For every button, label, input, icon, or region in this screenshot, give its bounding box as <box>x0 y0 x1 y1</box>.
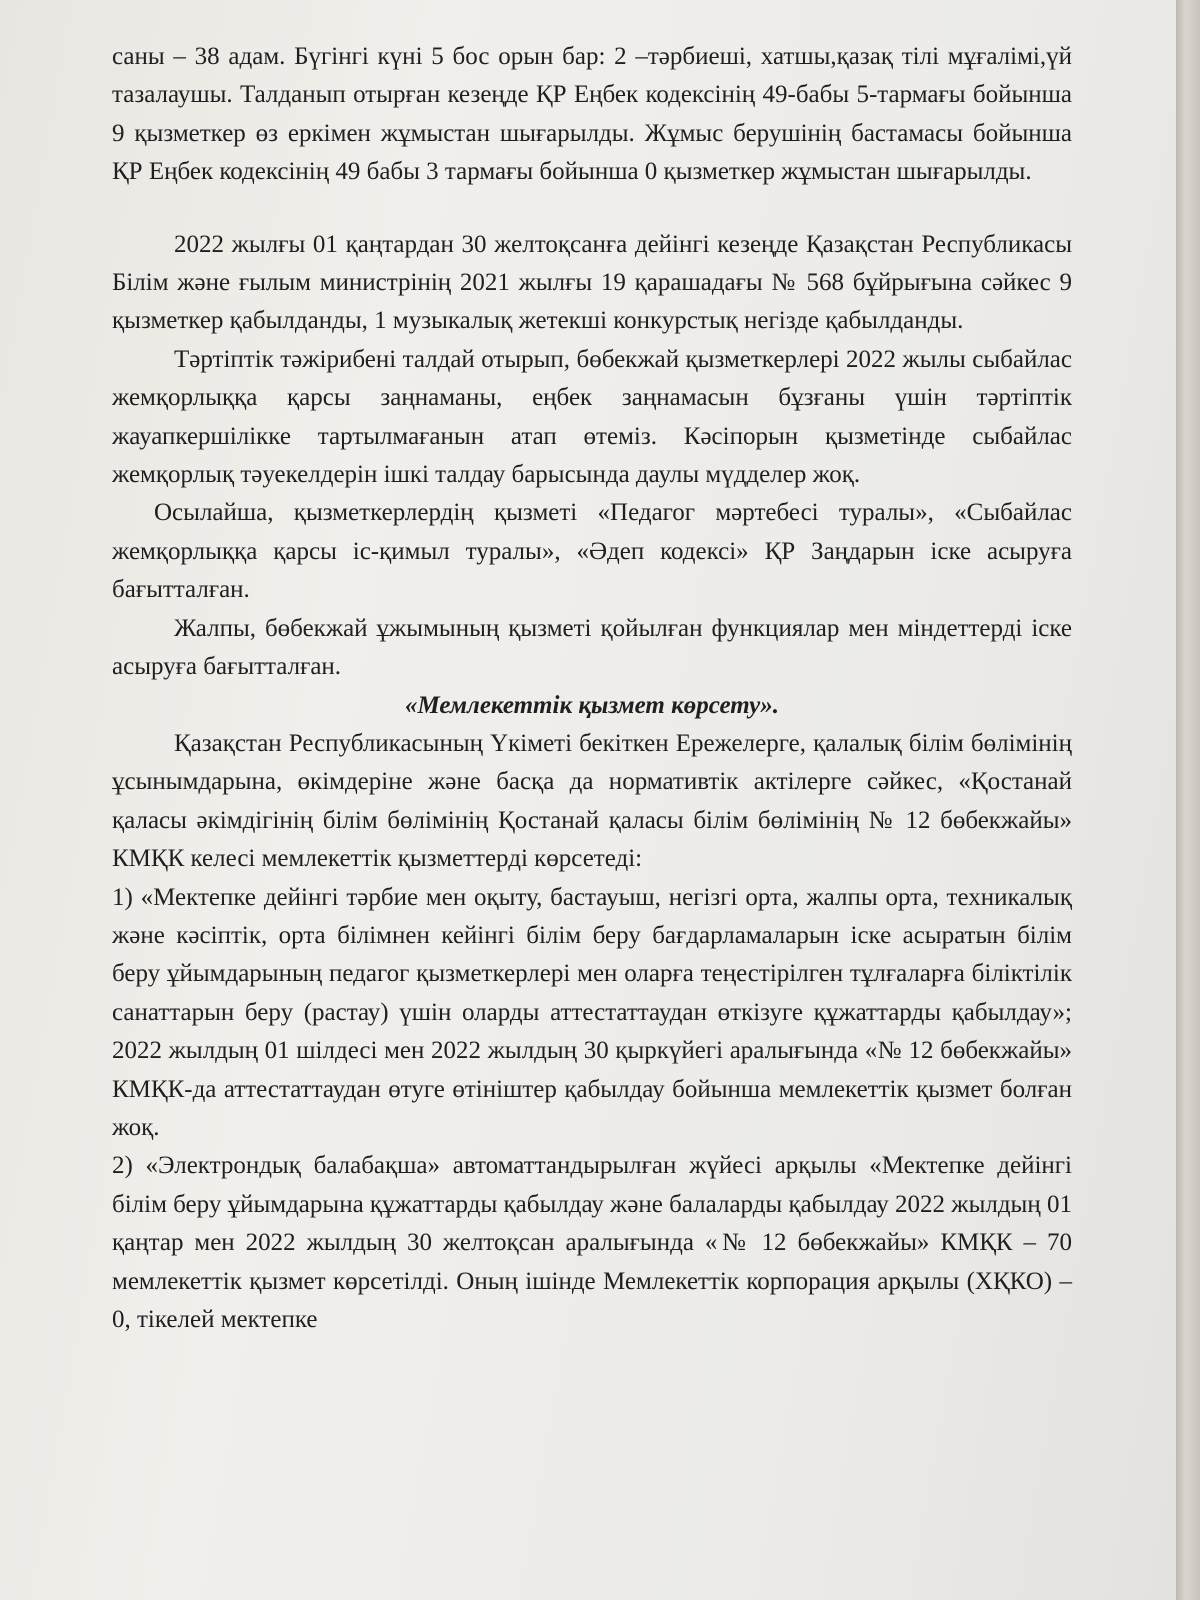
paragraph-staff-dismissals: саны – 38 адам. Бүгінгі күні 5 бос орын бар: 2 –тәрбиеші, хатшы,қазақ тілі мұғалімі,үй тазалаушы. Талданып отырған кезеңде ҚР Еңбек кодексінің 49-бабы 5-тармағы бойынша 9 қызметкер өз еркімен жұмыстан шығарылды. Жұмыс берушінің бастамасы бойынша ҚР Еңбек кодексінің 49 бабы 3 тармағы бойынша 0 қызметкер жұмыстан шығарылды. <box>112 43 1072 186</box>
paragraph-laws-summary: Осылайша, қызметкерлердің қызметі «Педагог мәртебесі туралы», «Сыбайлас жемқорлыққа қарсы іс-қимыл туралы», «Әдеп кодексі» ҚР Заңдарын іске асыруға бағытталған. <box>112 499 1072 604</box>
section-heading: «Мемлекеттік қызмет көрсету». <box>405 691 779 719</box>
paragraph-disciplinary-practice: Тәртіптік тәжірибені талдай отырып, бөбекжай қызметкерлері 2022 жылы сыбайлас жемқорлыққа қарсы заңнаманы, еңбек заңнамасын бұзғаны үшін тәртіптік жауапкершілікке тартылмағанын атап өтеміз. Кәсіпорын қызметінде сыбайлас жемқорлық тәуекелдерін ішкі талдау барысында даулы мүдделер жоқ. <box>112 345 1072 489</box>
paragraph-services-intro: Қазақстан Республикасының Үкіметі бекіткен Ережелерге, қалалық білім бөлімінің ұсынымдарына, өкімдеріне және басқа да нормативтік актілерге сәйкес, «Қостанай қаласы әкімдігінің білім бөлімінің Қостанай қаласы білім бөлімінің № 12 бөбекжайы» КМҚК келесі мемлекеттік қызметтерді көрсетеді: <box>112 729 1072 873</box>
list-item-service-2: 2) «Электрондық балабақша» автоматтандырылған жүйесі арқылы «Мектепке дейінгі білім беру ұйымдарына құжаттарды қабылдау және балаларды қабылдау 2022 жылдың 01 қаңтар мен 2022 жылдың 30 желтоқсан аралығында «№ 12 бөбекжайы» КМҚК – 70 мемлекеттік қызмет көрсетілді. Оның ішінде Мемлекеттік корпорация арқылы (ХҚКО) – 0, тікелей мектепке <box>112 1152 1072 1333</box>
page-edge <box>1176 0 1200 1600</box>
paragraph-staff-hiring: 2022 жылғы 01 қаңтардан 30 желтоқсанға дейінгі кезеңде Қазақстан Республикасы Білім және ғылым министрінің 2021 жылғы 19 қарашадағы № 568 бұйрығына сәйкес 9 қызметкер қабылданды, 1 музыкалық жетекші конкурстық негізде қабылданды. <box>112 230 1072 335</box>
paragraph-general-conclusion: Жалпы, бөбекжай ұжымының қызметі қойылған функциялар мен міндеттерді іске асыруға бағытталған. <box>112 614 1072 681</box>
list-item-service-1: 1) «Мектепке дейінгі тәрбие мен оқыту, бастауыш, негізгі орта, жалпы орта, техникалық және кәсіптік, орта білімнен кейінгі білім беру бағдарламаларын іске асыратын білім беру ұйымдарының педагог қызметкерлері мен оларға теңестірілген тұлғаларға біліктілік санаттарын беру (растау) үшін оларды аттестаттаудан өткізуге құжаттарды қабылдау»; 2022 жылдың 01 шілдесі мен 2022 жылдың 30 қыркүйегі аралығында «№ 12 бөбекжайы» КМҚК-да аттестаттаудан өтуге өтініштер қабылдау бойынша мемлекеттік қызмет болған жоқ. <box>112 883 1072 1141</box>
document-body <box>112 38 1072 1339</box>
